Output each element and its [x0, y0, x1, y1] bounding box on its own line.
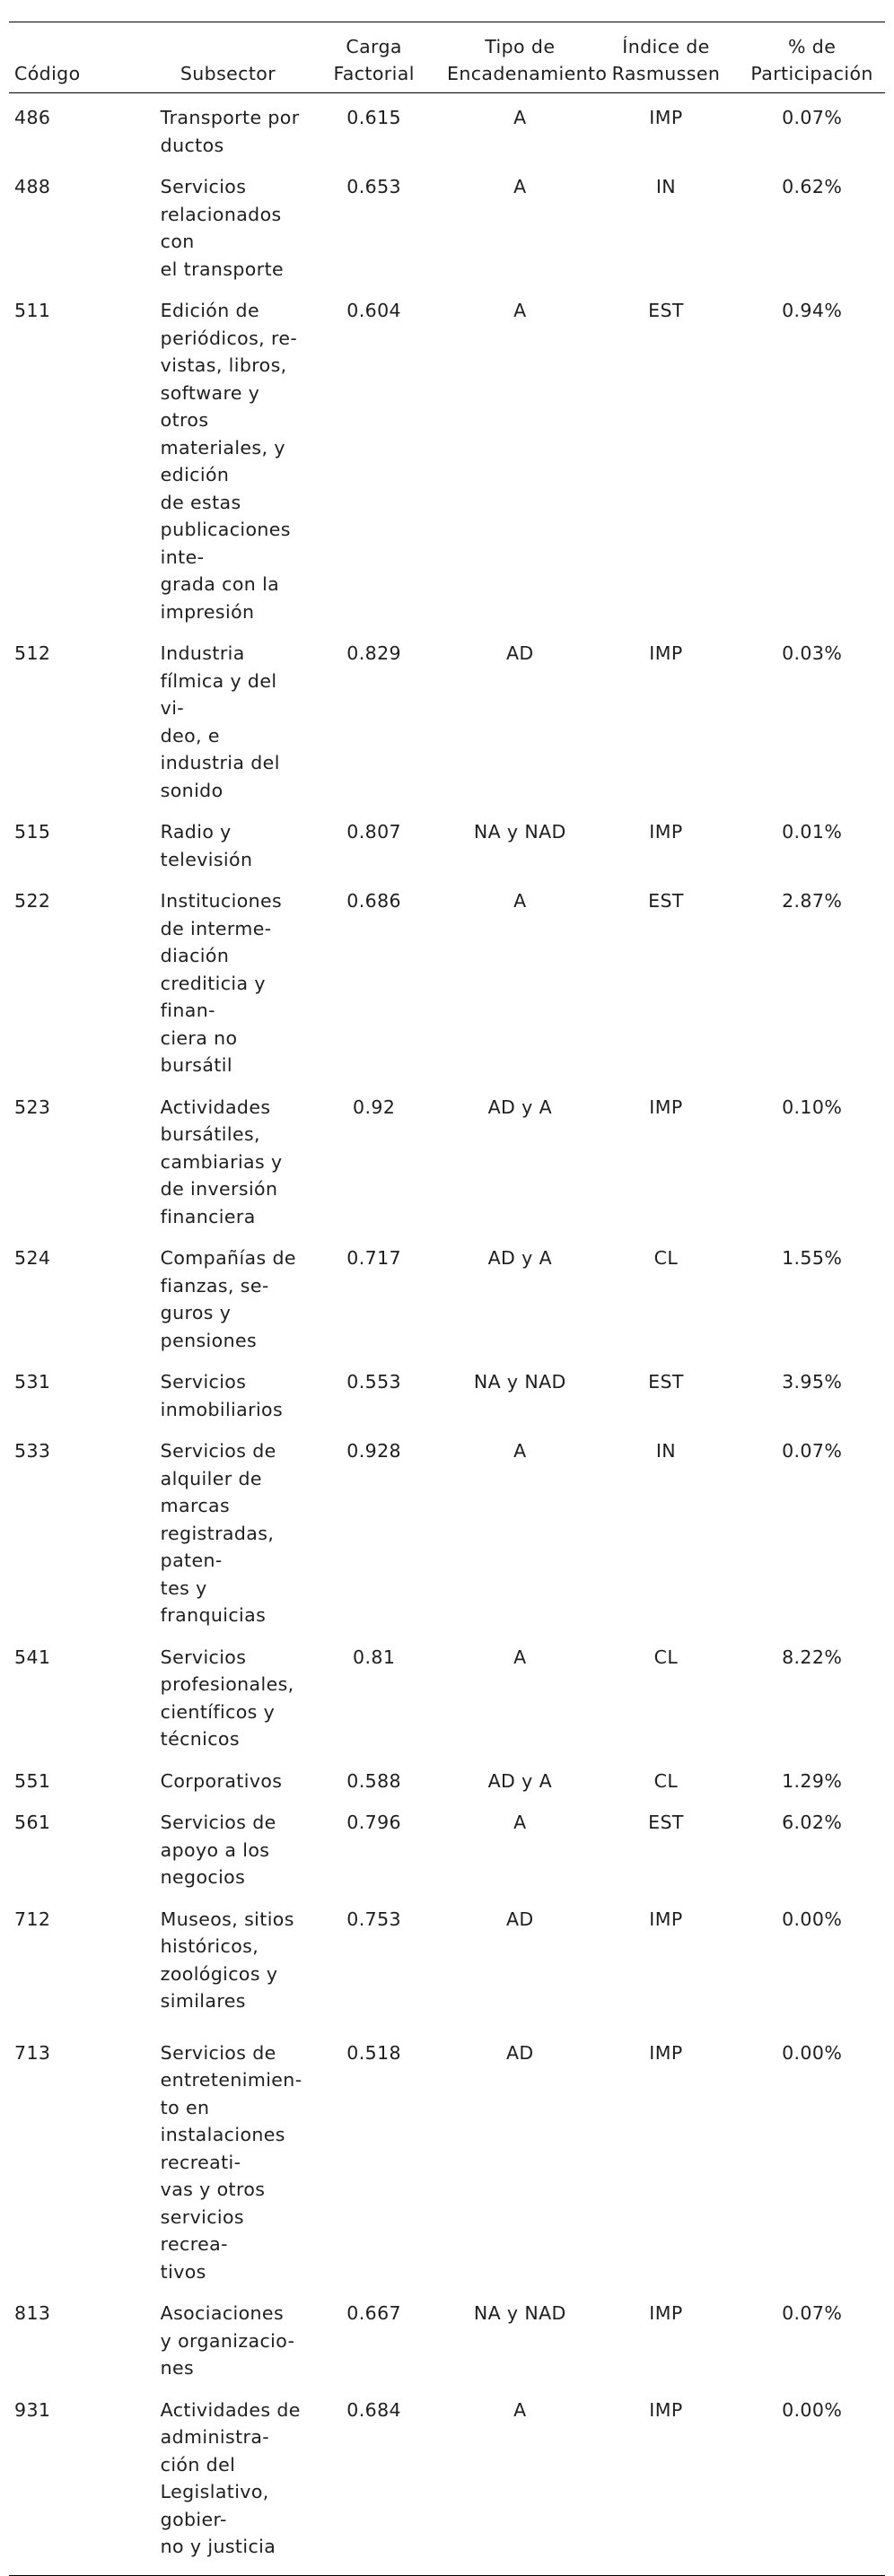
- header-rasmussen: [593, 22, 740, 93]
- subsector-line: financiera: [160, 1205, 256, 1227]
- subsector-line: tivos: [160, 2260, 206, 2283]
- subsector-line: cambiarias y de inversión: [160, 1150, 283, 1200]
- cell-codigo: 712: [14, 1908, 51, 1930]
- header-tipo-line1: Tipo de: [485, 36, 556, 57]
- subsector-line: guros y pensiones: [160, 1302, 258, 1351]
- header-tipo: [446, 22, 608, 93]
- cell-indice-rasmussen: IN: [655, 1440, 677, 1462]
- cell-carga-factorial: 0.81: [353, 1646, 396, 1668]
- cell-subsector: [155, 1794, 302, 1891]
- cell-indice-rasmussen: EST: [648, 300, 684, 321]
- cell-carga-factorial: 0.653: [346, 176, 401, 197]
- subsector-line: científicos y técnicos: [160, 1700, 276, 1750]
- header-participacion: [739, 22, 885, 93]
- cell-carga-factorial: 0.518: [346, 2041, 401, 2064]
- cell-tipo-encadenamiento: A: [513, 176, 527, 197]
- subsector-line: deo, e industria del sonido: [160, 724, 280, 801]
- cell-codigo: 524: [14, 1247, 51, 1269]
- table-row: [9, 1794, 885, 1891]
- cell-subsector: [155, 1230, 302, 1354]
- header-carga: [301, 22, 447, 93]
- cell-carga-factorial: 0.553: [346, 1371, 401, 1393]
- cell-tipo-encadenamiento: AD: [505, 2041, 534, 2064]
- subsector-line: diación crediticia y finan-: [160, 945, 266, 1021]
- cell-codigo: 531: [14, 1371, 51, 1393]
- cell-indice-rasmussen: EST: [648, 1812, 684, 1833]
- cell-codigo: 486: [14, 107, 51, 128]
- cell-carga-factorial: 0.829: [346, 642, 401, 664]
- cell-participacion: 0.00%: [739, 2382, 885, 2576]
- cell-indice-rasmussen: EST: [648, 890, 684, 912]
- cell-tipo-encadenamiento: AD y A: [487, 1096, 552, 1118]
- subsector-line: zoológicos y similares: [160, 1962, 278, 2012]
- cell-participacion: 0.62%: [782, 176, 843, 197]
- subsector-line: Actividades bursátiles,: [160, 1096, 271, 1145]
- table-header: [9, 22, 885, 93]
- subsector-line: no y justicia: [160, 2536, 276, 2557]
- header-tipo-line2: Encadenamiento: [446, 63, 608, 84]
- subsector-line: ción del Legislativo, gobier-: [160, 2453, 269, 2530]
- cell-indice-rasmussen: IN: [655, 176, 677, 197]
- cell-carga-factorial: 0.753: [346, 1908, 401, 1930]
- subsector-line: grada con la impresión: [160, 573, 280, 623]
- cell-indice-rasmussen: CL: [653, 1247, 679, 1269]
- cell-codigo: 541: [14, 1646, 51, 1668]
- cell-indice-rasmussen: IMP: [649, 107, 683, 128]
- cell-carga-factorial: 0.684: [301, 2382, 447, 2576]
- cell-participacion: 0.07%: [782, 107, 843, 128]
- cell-carga-factorial: 0.807: [346, 821, 401, 843]
- cell-carga-factorial: 0.686: [346, 890, 401, 912]
- subsector-table: [9, 22, 885, 2576]
- table-row: [9, 159, 885, 283]
- cell-indice-rasmussen: IMP: [649, 1096, 683, 1118]
- subsector-line: to en instalaciones recreati-: [160, 2096, 285, 2173]
- subsector-line: Servicios inmobiliarios: [160, 1371, 284, 1420]
- cell-indice-rasmussen: IMP: [649, 2041, 683, 2064]
- cell-subsector: [155, 2382, 302, 2576]
- cell-subsector: [155, 1079, 302, 1231]
- table-row: [9, 283, 885, 625]
- cell-codigo: 522: [14, 890, 51, 912]
- table-row: [9, 93, 885, 160]
- cell-participacion: 1.29%: [782, 1769, 843, 1792]
- cell-tipo-encadenamiento: A: [513, 1646, 527, 1668]
- cell-subsector: [155, 2015, 302, 2286]
- subsector-line: nes: [160, 2357, 195, 2379]
- cell-tipo-encadenamiento: AD: [505, 1908, 534, 1930]
- header-rasmussen-line1: Índice de: [622, 36, 710, 57]
- table-row: [9, 1891, 885, 2015]
- cell-subsector: [155, 2285, 302, 2382]
- cell-tipo-encadenamiento: A: [513, 1440, 527, 1462]
- subsector-line: Servicios profesionales,: [160, 1646, 294, 1695]
- cell-indice-rasmussen: IMP: [649, 821, 683, 843]
- cell-codigo: 561: [14, 1812, 51, 1833]
- table-row: [9, 1354, 885, 1423]
- subsector-line: Asociaciones y organizacio-: [160, 2302, 295, 2352]
- cell-participacion: 3.95%: [782, 1371, 843, 1393]
- cell-codigo: 512: [14, 642, 51, 664]
- cell-participacion: 0.00%: [782, 2041, 843, 2064]
- cell-codigo: 713: [14, 2041, 51, 2064]
- cell-carga-factorial: 0.615: [346, 107, 401, 128]
- cell-participacion: 0.00%: [782, 1908, 843, 1930]
- subsector-line: vas y otros servicios recrea-: [160, 2179, 266, 2255]
- cell-participacion: 1.55%: [782, 1247, 843, 1269]
- cell-carga-factorial: 0.667: [346, 2302, 401, 2324]
- subsector-line: de estas publicaciones inte-: [160, 491, 291, 568]
- cell-subsector: [155, 93, 302, 160]
- cell-participacion: 0.10%: [782, 1096, 843, 1118]
- table-row: [9, 804, 885, 873]
- table-row: [9, 2285, 885, 2382]
- table-row: [9, 873, 885, 1079]
- subsector-line: el transporte: [160, 258, 285, 280]
- cell-subsector: [155, 283, 302, 625]
- table-row: [9, 2382, 885, 2576]
- subsector-line: negocios: [160, 1866, 246, 1888]
- subsector-line: Industria fílmica y del vi-: [160, 642, 277, 719]
- subsector-line: Servicios relacionados con: [160, 176, 282, 252]
- cell-participacion: 2.87%: [782, 890, 843, 912]
- table-row: [9, 1079, 885, 1231]
- cell-tipo-encadenamiento: NA y NAD: [473, 1371, 566, 1393]
- table-row: [9, 2015, 885, 2286]
- cell-participacion: 0.07%: [782, 2302, 843, 2324]
- cell-codigo: 551: [14, 1769, 51, 1792]
- subsector-line: vistas, libros, software y: [160, 354, 287, 404]
- table-row: [9, 1423, 885, 1629]
- subsector-line: Instituciones de interme-: [160, 890, 283, 939]
- cell-subsector: [155, 1423, 302, 1629]
- subsector-line: ciera no bursátil: [160, 1026, 238, 1076]
- cell-indice-rasmussen: IMP: [649, 2302, 683, 2324]
- header-participacion-line2: Participación: [750, 63, 873, 84]
- cell-codigo: 813: [14, 2302, 51, 2324]
- subsector-line: Corporativos: [160, 1769, 283, 1792]
- cell-tipo-encadenamiento: AD y A: [487, 1769, 552, 1792]
- cell-tipo-encadenamiento: NA y NAD: [473, 2302, 566, 2324]
- cell-participacion: 0.94%: [782, 300, 843, 321]
- subsector-line: Transporte por ductos: [160, 107, 300, 156]
- cell-carga-factorial: 0.928: [346, 1440, 401, 1462]
- cell-subsector: [155, 873, 302, 1079]
- cell-subsector: [155, 804, 302, 873]
- cell-participacion: 8.22%: [782, 1646, 843, 1668]
- header-participacion-line1: % de: [788, 36, 837, 57]
- cell-tipo-encadenamiento: A: [513, 107, 527, 128]
- cell-carga-factorial: 0.92: [353, 1096, 396, 1118]
- subsector-line: Museos, sitios históricos,: [160, 1908, 294, 1957]
- cell-codigo: 523: [14, 1096, 51, 1118]
- cell-indice-rasmussen: IMP: [593, 2382, 740, 2576]
- cell-subsector: [155, 625, 302, 804]
- subsector-line: marcas registradas, paten-: [160, 1495, 275, 1571]
- subsector-line: Edición de periódicos, re-: [160, 300, 298, 349]
- cell-codigo: 511: [14, 300, 51, 321]
- header-carga-line1: Carga: [346, 36, 402, 57]
- cell-subsector: [155, 159, 302, 283]
- subsector-line: Compañías de fianzas, se-: [160, 1247, 296, 1297]
- cell-tipo-encadenamiento: AD: [505, 642, 534, 664]
- cell-subsector: [155, 1753, 302, 1795]
- table-row: [9, 1629, 885, 1753]
- cell-carga-factorial: 0.796: [346, 1812, 401, 1833]
- cell-subsector: [155, 1629, 302, 1753]
- cell-carga-factorial: 0.604: [346, 300, 401, 321]
- cell-tipo-encadenamiento: NA y NAD: [473, 821, 566, 843]
- header-row: [9, 22, 885, 93]
- cell-tipo-encadenamiento: A: [513, 890, 527, 912]
- subsector-line: Radio y televisión: [160, 821, 253, 870]
- cell-carga-factorial: 0.588: [346, 1769, 401, 1792]
- subsector-line: Servicios de apoyo a los: [160, 1812, 276, 1861]
- header-subsector: Subsector: [155, 22, 302, 93]
- header-rasmussen-line2: Rasmussen: [611, 63, 721, 84]
- cell-carga-factorial: 0.717: [346, 1247, 401, 1269]
- cell-participacion: 0.01%: [782, 821, 843, 843]
- cell-tipo-encadenamiento: A: [513, 300, 527, 321]
- table-row: [9, 1753, 885, 1795]
- cell-codigo: 533: [14, 1440, 51, 1462]
- cell-codigo: 515: [14, 821, 51, 843]
- header-carga-line2: Factorial: [333, 63, 415, 84]
- cell-participacion: 6.02%: [782, 1812, 843, 1833]
- cell-tipo-encadenamiento: A: [447, 2382, 593, 2576]
- cell-participacion: 0.03%: [782, 642, 843, 664]
- subsector-line: tes y franquicias: [160, 1576, 267, 1626]
- cell-tipo-encadenamiento: A: [513, 1812, 527, 1833]
- cell-subsector: [155, 1354, 302, 1423]
- cell-indice-rasmussen: IMP: [649, 1908, 683, 1930]
- cell-indice-rasmussen: CL: [653, 1646, 679, 1668]
- cell-codigo: 931: [9, 2382, 155, 2576]
- cell-subsector: [155, 1891, 302, 2015]
- subsector-line: Servicios de entretenimien-: [160, 2041, 302, 2091]
- header-codigo: Código: [9, 22, 155, 93]
- subsector-line: otros materiales, y edición: [160, 409, 285, 485]
- cell-tipo-encadenamiento: AD y A: [487, 1247, 552, 1269]
- table-body: [9, 93, 885, 2576]
- cell-indice-rasmussen: EST: [648, 1371, 684, 1393]
- cell-indice-rasmussen: IMP: [649, 642, 683, 664]
- cell-indice-rasmussen: CL: [653, 1769, 679, 1792]
- subsector-line: Servicios de alquiler de: [160, 1440, 276, 1489]
- table-row: [9, 1230, 885, 1354]
- cell-participacion: 0.07%: [782, 1440, 843, 1462]
- subsector-line: Actividades de administra-: [160, 2398, 301, 2448]
- cell-codigo: 488: [14, 176, 51, 197]
- table-row: [9, 625, 885, 804]
